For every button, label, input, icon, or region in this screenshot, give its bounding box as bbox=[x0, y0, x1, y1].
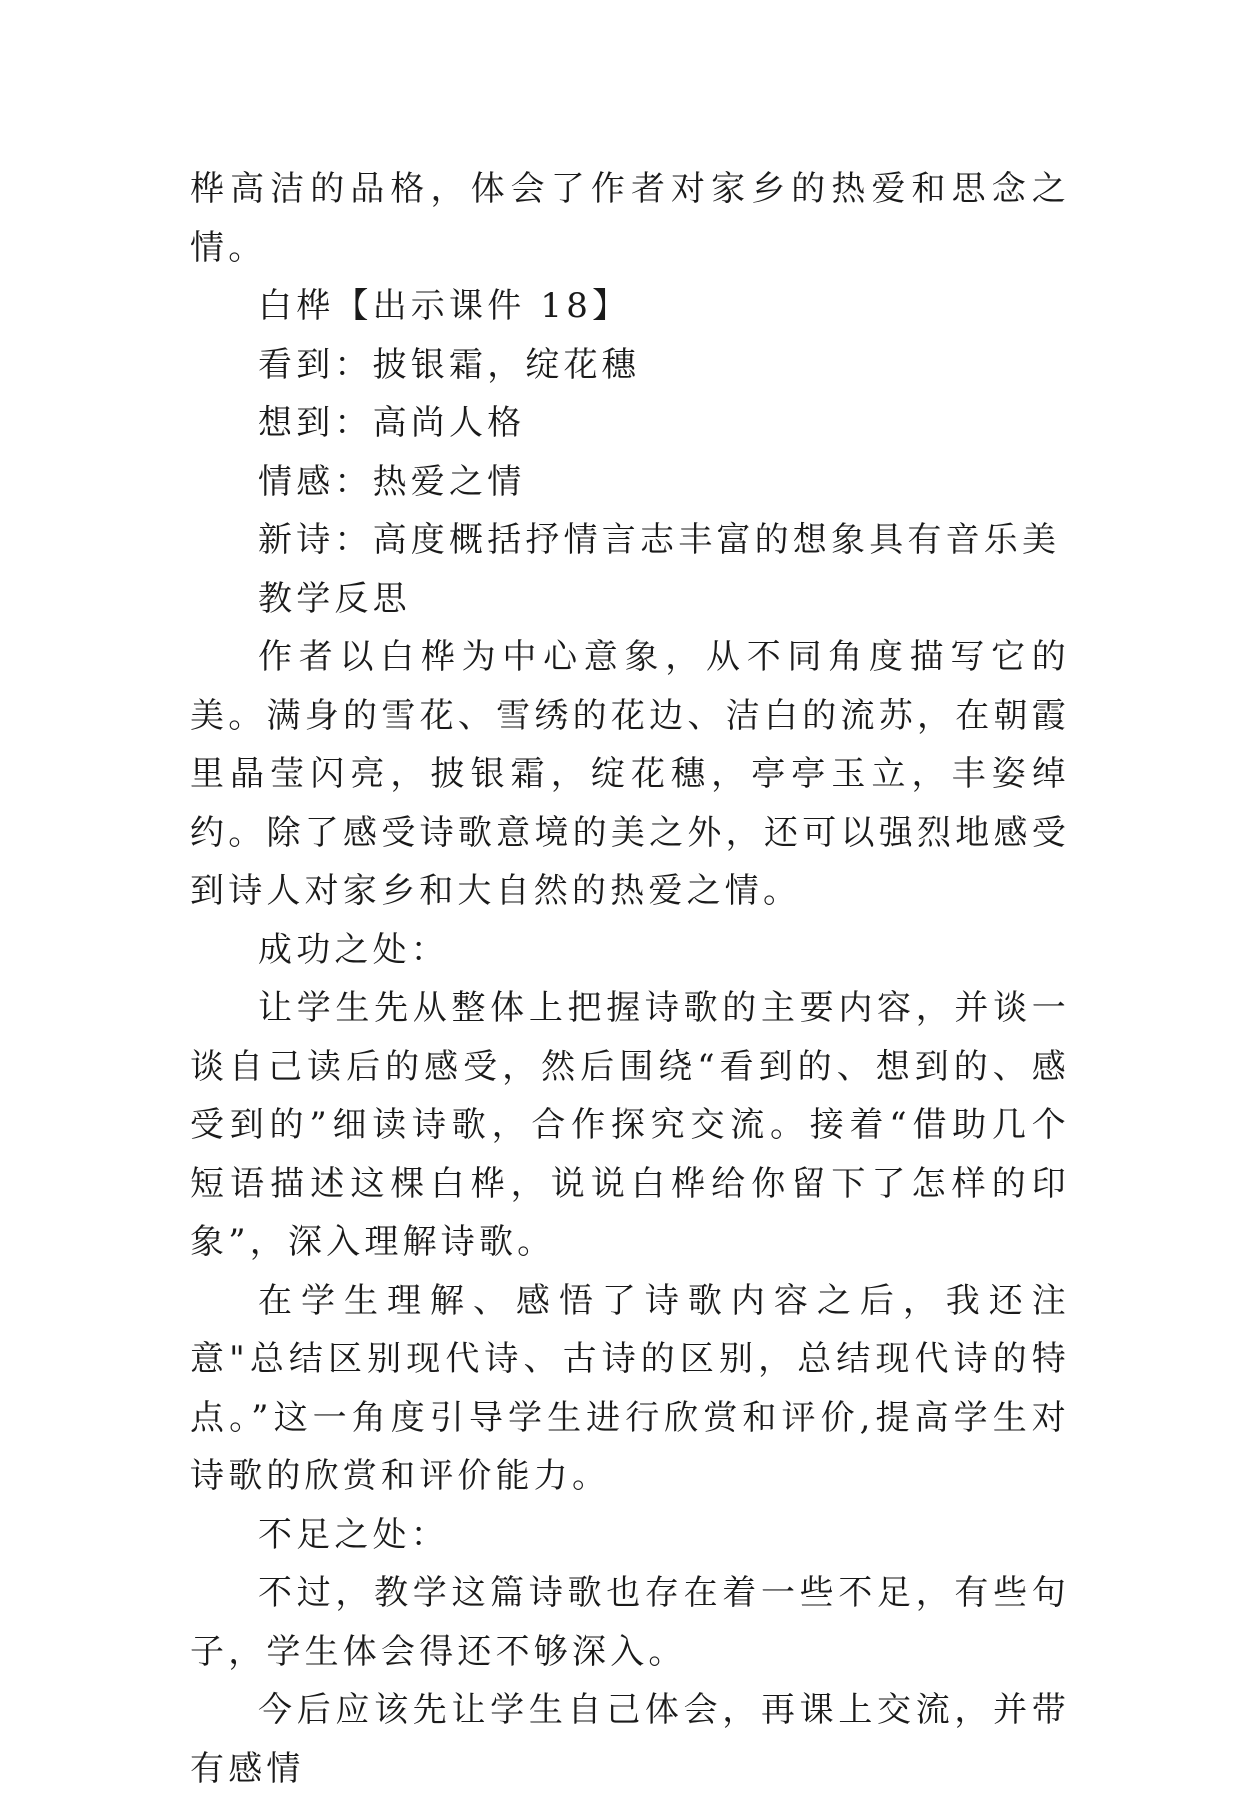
paragraph-future: 今后应该先让学生自己体会，再课上交流，并带有感情 bbox=[190, 1690, 1070, 1789]
section-heading-success: 成功之处： bbox=[258, 929, 449, 970]
paragraph-courseware-title: 白桦【出示课件 18】 bbox=[258, 286, 631, 326]
paragraph-continuation: 桦高洁的品格，体会了作者对家乡的热爱和思念之情。 bbox=[190, 169, 1070, 268]
paragraph-reflection-body: 作者以白桦为中心意象，从不同角度描写它的美。满身的雪花、雪绣的花边、洁白的流苏，在朝霞里晶莹闪亮，披银霜，绽花穗，亭亭玉立，丰姿绰约。除了感受诗歌意境的美之外，还可以强烈地感受到诗人对家乡和大自然的热爱之情。 bbox=[190, 637, 1070, 911]
section-heading-shortcomings: 不足之处： bbox=[258, 1514, 449, 1555]
paragraph-shortcomings-1: 不过，教学这篇诗歌也存在着一些不足，有些句子，学生体会得还不够深入。 bbox=[190, 1573, 1070, 1672]
paragraph-emotion: 情感：热爱之情 bbox=[258, 461, 526, 502]
document-body bbox=[190, 160, 1070, 1798]
paragraph-new-poem: 新诗：高度概括抒情言志丰富的想象具有音乐美 bbox=[258, 520, 1061, 560]
paragraph-success-1: 让学生先从整体上把握诗歌的主要内容，并谈一谈自己读后的感受，然后围绕“看到的、想到的、感受到的”细读诗歌，合作探究交流。接着“借助几个短语描述这棵白桦，说说白桦给你留下了怎样的印象”，深入理解诗歌。 bbox=[190, 988, 1070, 1262]
paragraph-thought: 想到：高尚人格 bbox=[258, 403, 526, 443]
section-heading-reflection: 教学反思 bbox=[258, 578, 411, 619]
paragraph-success-2: 在学生理解、感悟了诗歌内容之后，我还注意"总结区别现代诗、古诗的区别，总结现代诗的特点。”这一角度引导学生进行欣赏和评价,提高学生对诗歌的欣赏和评价能力。 bbox=[190, 1280, 1070, 1496]
paragraph-seen: 看到：披银霜，绽花穗 bbox=[258, 344, 640, 385]
